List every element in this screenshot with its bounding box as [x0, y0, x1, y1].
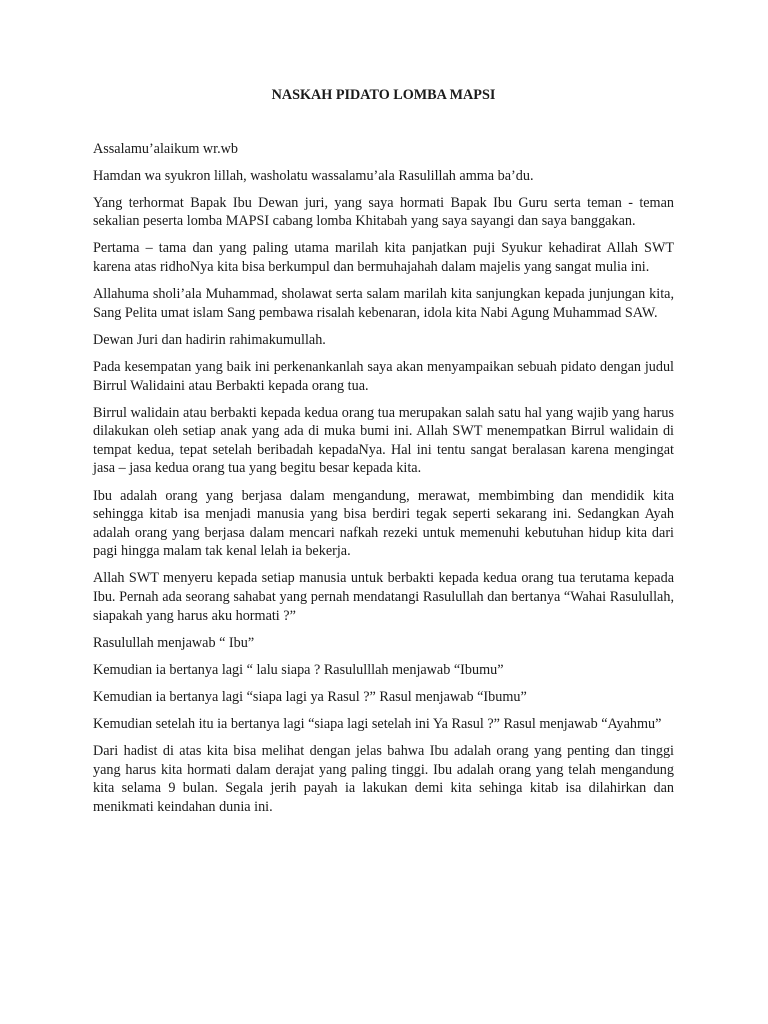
paragraph-pertama: Pertama – tama dan yang paling utama marilah kita panjatkan puji Syukur kehadirat Allah SWT karena atas ridhoNya kita bisa berkumpul dan bermuhajahah dalam majelis yang sangat mulia ini.	[93, 240, 674, 276]
paragraph-dewan-juri: Dewan Juri dan hadirin rahimakumullah.	[93, 331, 326, 348]
paragraph-rasul-jawab-3: Kemudian ia bertanya lagi “siapa lagi ya Rasul ?” Rasul menjawab “Ibumu”	[93, 688, 527, 705]
paragraph-greeting: Yang terhormat Bapak Ibu Dewan juri, yang saya hormati Bapak Ibu Guru serta teman - teman sekalian peserta lomba MAPSI cabang lomba Khitabah yang saya sayangi dan saya banggakan.	[93, 194, 674, 230]
document-page	[93, 86, 674, 825]
paragraph-sholawat: Allahuma sholi’ala Muhammad, sholawat serta salam marilah kita sanjungkan kepada junjungan kita, Sang Pelita umat islam Sang pembawa risalah kebenaran, idola kita Nabi Agung Muhammad SAW.	[93, 286, 674, 321]
paragraph-kesempatan: Pada kesempatan yang baik ini perkenankanlah saya akan menyampaikan sebuah pidato dengan judul Birrul Walidaini atau Berbakti kepada orang tua.	[93, 358, 674, 394]
paragraph-allah-menyeru: Allah SWT menyeru kepada setiap manusia untuk berbakti kepada kedua orang tua terutama kepada Ibu. Pernah ada seorang sahabat yang pernah mendatangi Rasulullah dan bertanya “Wahai Rasulullah, siapakah yang harus aku hormati ?”	[93, 570, 674, 624]
paragraph-birrul-walidain: Birrul walidain atau berbakti kepada kedua orang tua merupakan salah satu hal yang wajib yang harus dilakukan oleh setiap anak yang ada di muka bumi ini. Allah SWT menempatkan Birrul walidain di tempat kedua, tepat setelah beribadah kepadaNya. Hal ini tentu sangat beralasan karena mengingat jasa – jasa kedua orang tua yang begitu besar kepada kita.	[93, 404, 674, 477]
paragraph-hamdan: Hamdan wa syukron lillah, washolatu wassalamu’ala Rasulillah amma ba’du.	[93, 167, 534, 184]
paragraph-rasul-jawab-2: Kemudian ia bertanya lagi “ lalu siapa ? Rasululllah menjawab “Ibumu”	[93, 661, 504, 678]
paragraph-rasul-jawab-4: Kemudian setelah itu ia bertanya lagi “siapa lagi setelah ini Ya Rasul ?” Rasul menjawab “Ayahmu”	[93, 715, 662, 732]
paragraph-hadist: Dari hadist di atas kita bisa melihat dengan jelas bahwa Ibu adalah orang yang penting dan tinggi yang harus kita hormati dalam derajat yang paling tinggi. Ibu adalah orang yang telah mengandung kita selama 9 bulan. Segala jerih payah ia lakukan demi kita sehinga kitab isa dilahirkan dan menikmati keindahan dunia ini.	[93, 743, 674, 815]
paragraph-rasul-jawab-1: Rasulullah menjawab “ Ibu”	[93, 634, 255, 651]
paragraph-ibu-ayah: Ibu adalah orang yang berjasa dalam mengandung, merawat, membimbing dan mendidik kita sehingga kitab isa menjadi manusia yang bisa berdiri tegak seperti sekarang ini. Sedangkan Ayah adalah orang yang berjasa dalam mencari nafkah rezeki untuk memenuhi kebutuhan hidup kita dari pagi hingga malam tak kenal lelah ia bekerja.	[93, 487, 674, 560]
paragraph-salam: Assalamu’alaikum wr.wb	[93, 140, 238, 157]
document-title: NASKAH PIDATO LOMBA MAPSI	[271, 87, 496, 103]
